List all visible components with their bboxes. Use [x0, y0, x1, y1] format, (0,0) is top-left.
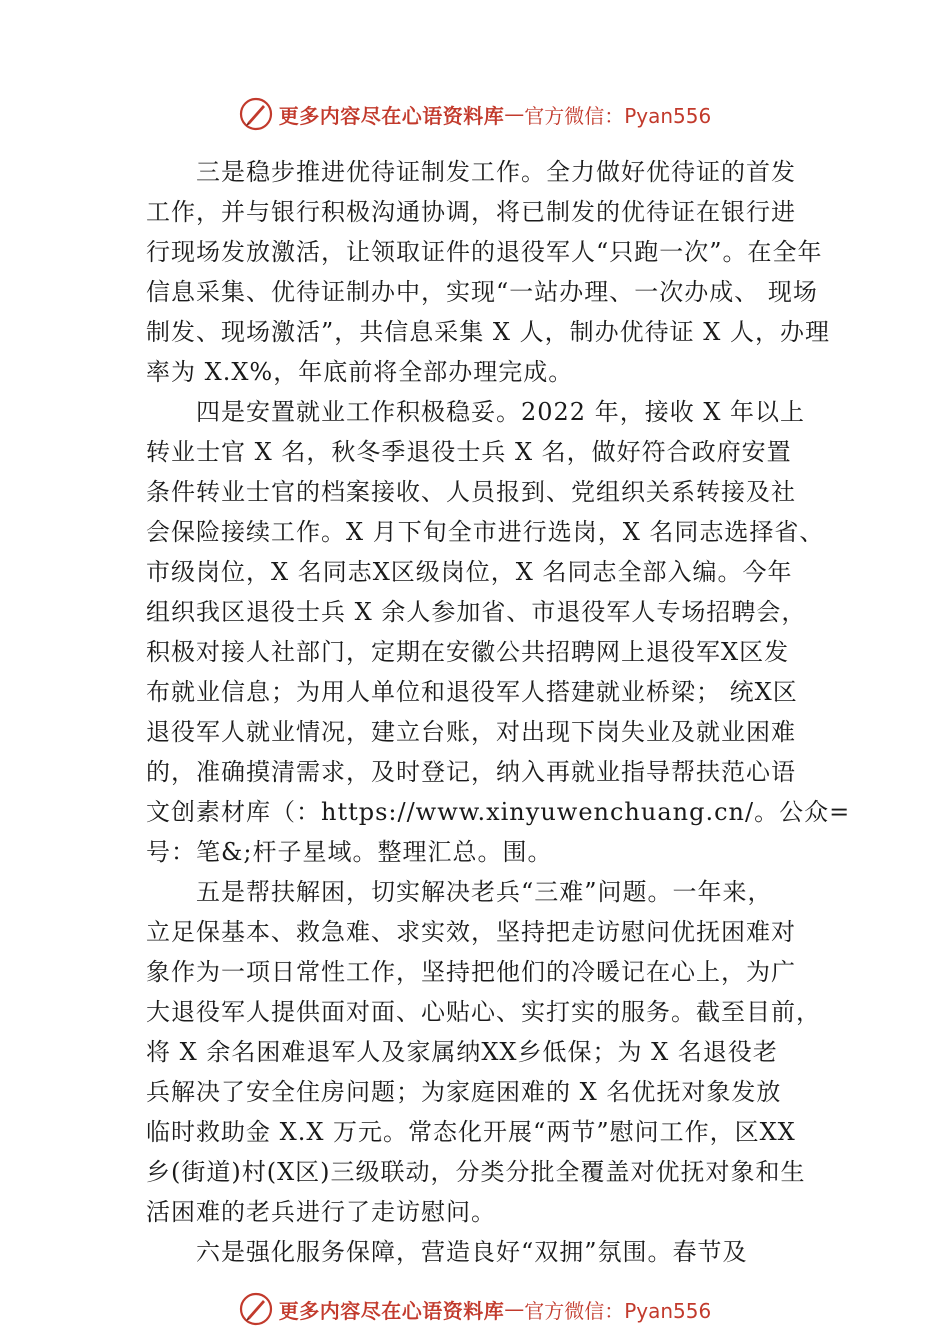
- paragraph-line: 大退役军人提供面对面、心贴心、实打实的服务。截至目前，: [146, 998, 821, 1026]
- paragraph-line: 率为 X.X%，年底前将全部办理完成。: [146, 358, 574, 386]
- footer-separator: —: [504, 1297, 525, 1321]
- header-watermark: [0, 92, 950, 136]
- header-contact-text: 官方微信：Pyan556: [524, 103, 712, 128]
- paragraph-line: 条件转业士官的档案接收、人员报到、党组织关系转接及社: [146, 478, 796, 506]
- paragraph-line: 市级岗位，X 名同志X区级岗位，X 名同志全部入编。今年: [146, 558, 793, 586]
- paragraph-line: 乡(街道)村(X区)三级联动，分类分批全覆盖对优抚对象和生: [146, 1158, 806, 1186]
- paragraph-line: 象作为一项日常性工作，坚持把他们的冷暖记在心上，为广: [146, 958, 796, 986]
- paragraph-line: 制发、现场激活”，共信息采集 X 人，制办优待证 X 人，办理: [146, 318, 830, 346]
- paragraph-line: 三是稳步推进优待证制发工作。全力做好优待证的首发: [196, 158, 796, 186]
- paragraph-line: 号：笔&;杆子星域。整理汇总。围。: [146, 838, 553, 866]
- paragraph-line: 临时救助金 X.X 万元。常态化开展“两节”慰问工作，区XX: [146, 1118, 796, 1146]
- quill-logo-icon: [239, 97, 273, 131]
- footer-watermark: [0, 1287, 950, 1331]
- paragraph-line: 组织我区退役士兵 X 余人参加省、市退役军人专场招聘会，: [146, 598, 807, 626]
- paragraph-line: 将 X 余名困难退军人及家属纳XX乡低保；为 X 名退役老: [146, 1038, 778, 1066]
- quill-logo-icon: [239, 1292, 273, 1326]
- paragraph-line: 工作，并与银行积极沟通协调，将已制发的优待证在银行进: [146, 198, 796, 226]
- paragraph-line: 五是帮扶解困，切实解决老兵“三难”问题。一年来，: [196, 878, 773, 906]
- header-separator: —: [504, 102, 525, 126]
- paragraph-line: 转业士官 X 名，秋冬季退役士兵 X 名，做好符合政府安置: [146, 438, 792, 466]
- paragraph-line: 活困难的老兵进行了走访慰问。: [146, 1198, 496, 1226]
- paragraph-line: 四是安置就业工作积极稳妥。2022 年，接收 X 年以上: [196, 398, 806, 426]
- document-body: [146, 152, 851, 1272]
- paragraph-line: 布就业信息；为用人单位和退役军人搭建就业桥梁； 统X区: [146, 678, 798, 706]
- paragraph-line: 退役军人就业情况，建立台账，对出现下岗失业及就业困难: [146, 718, 796, 746]
- paragraph-line: 兵解决了安全住房问题；为家庭困难的 X 名优抚对象发放: [146, 1078, 782, 1106]
- paragraph-line: 积极对接人社部门，定期在安徽公共招聘网上退役军X区发: [146, 638, 790, 666]
- footer-contact-text: 官方微信：Pyan556: [524, 1298, 712, 1323]
- paragraph-line: 行现场发放激活，让领取证件的退役军人“只跑一次”。在全年: [146, 238, 823, 266]
- paragraph-line: 的，准确摸清需求，及时登记，纳入再就业指导帮扶范心语: [146, 758, 796, 786]
- paragraph-line: 立足保基本、救急难、求实效，坚持把走访慰问优抚困难对: [146, 918, 796, 946]
- footer-brand-text: 更多内容尽在心语资料库: [278, 1298, 505, 1323]
- paragraph-line: 文创素材库（：https://www.xinyuwenchuang.cn/。公众=: [146, 798, 851, 826]
- paragraph-line: 六是强化服务保障，营造良好“双拥”氛围。春节及: [196, 1238, 748, 1266]
- paragraph-line: 会保险接续工作。X 月下旬全市进行选岗，X 名同志选择省、: [146, 518, 825, 546]
- header-brand-text: 更多内容尽在心语资料库: [278, 103, 505, 128]
- paragraph-line: 信息采集、优待证制办中，实现“一站办理、一次办成、 现场: [146, 278, 818, 306]
